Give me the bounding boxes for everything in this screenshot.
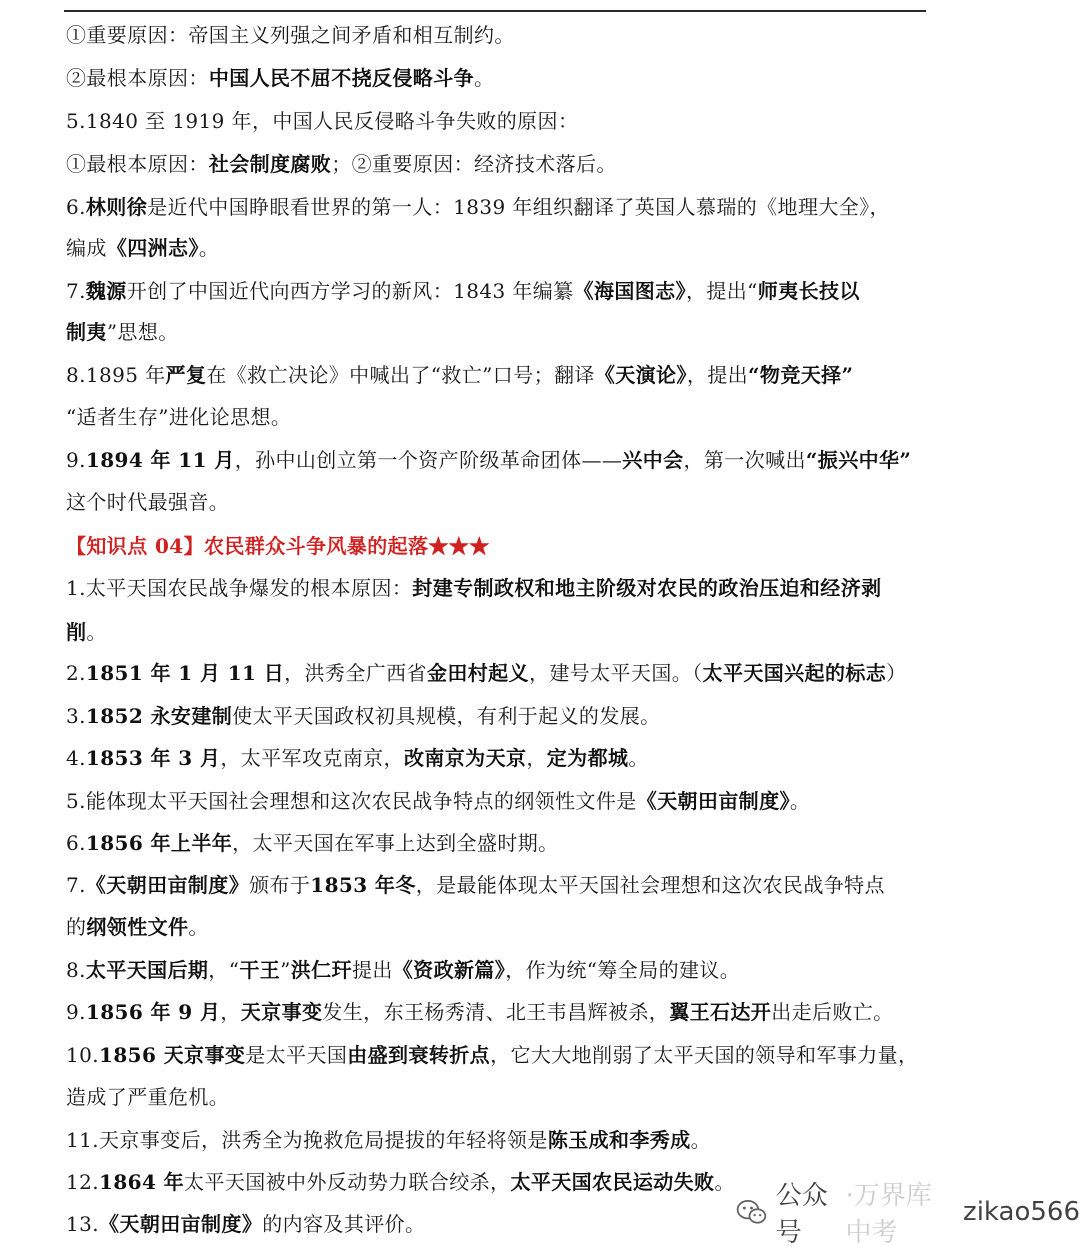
text-run: ，孙中山创立第一个资产阶级革命团体—— bbox=[234, 448, 623, 472]
text-line bbox=[66, 573, 882, 603]
text-run: ） bbox=[886, 661, 907, 685]
bold-key-term: 1856 年上半年 bbox=[85, 831, 233, 855]
text-line bbox=[66, 531, 490, 561]
text-run: 3. bbox=[66, 704, 86, 728]
bold-key-term: 1853 年 3 月 bbox=[85, 746, 221, 770]
text-line bbox=[66, 997, 894, 1027]
text-run: 12. bbox=[66, 1170, 100, 1194]
bold-key-term: 改南京为天京 bbox=[403, 746, 527, 770]
text-run: 这个时代最强音。 bbox=[66, 490, 230, 514]
text-run: ，太平天国在军事上达到全盛时期。 bbox=[232, 831, 559, 855]
text-run: 提出 bbox=[351, 958, 393, 982]
text-run: ②最根本原因： bbox=[66, 66, 209, 90]
text-line bbox=[66, 743, 649, 773]
text-run: 5.能体现太平天国社会理想和这次农民战争特点的纲领性文件是 bbox=[66, 789, 637, 813]
text-run: 是近代中国睁眼看世界的第一人：1839 年组织翻译了英国人慕瑞的《地理大全》， bbox=[147, 195, 890, 219]
text-line bbox=[66, 1167, 735, 1197]
bold-key-term: 《海国图志》 bbox=[573, 279, 686, 303]
text-line bbox=[66, 402, 291, 432]
text-run: ，建号太平天国。（ bbox=[528, 661, 703, 685]
text-line bbox=[66, 870, 885, 900]
text-run: ” bbox=[280, 958, 291, 982]
text-run: ，提出 bbox=[686, 363, 749, 387]
text-run: 出走后败亡。 bbox=[771, 1000, 894, 1024]
bold-key-term: 陈玉成和李秀成 bbox=[547, 1128, 691, 1152]
text-run: ，太平军攻克南京， bbox=[220, 746, 404, 770]
bold-key-term: 《天朝田亩制度》 bbox=[636, 789, 790, 813]
text-run: 。 bbox=[188, 915, 209, 939]
watermark-label: 公众号 bbox=[775, 1181, 828, 1248]
text-line bbox=[66, 317, 179, 347]
bold-key-term: 1852 永安建制 bbox=[85, 704, 233, 728]
text-line bbox=[66, 276, 860, 306]
bold-key-term: 太平天国后期 bbox=[85, 958, 209, 982]
text-run: 8. bbox=[66, 958, 86, 982]
text-run: 7. bbox=[66, 279, 86, 303]
bold-key-term: 翼王石达开 bbox=[669, 1000, 772, 1024]
text-line bbox=[66, 658, 907, 688]
text-run: ；②重要原因：经济技术落后。 bbox=[331, 152, 617, 176]
text-run: ，洪秀全广西省 bbox=[284, 661, 427, 685]
text-run: 造成了严重危机。 bbox=[66, 1085, 230, 1109]
text-line bbox=[66, 360, 853, 390]
text-run: ，“ bbox=[208, 958, 240, 982]
bold-key-term: 《天演论》 bbox=[594, 363, 687, 387]
text-line bbox=[66, 149, 617, 179]
text-run: 太平天国被中外反动势力联合绞杀， bbox=[184, 1170, 511, 1194]
text-run: 颁布于 bbox=[249, 873, 311, 897]
bold-key-term: 太平天国兴起的标志 bbox=[702, 661, 887, 685]
bold-key-term: 林则徐 bbox=[85, 195, 148, 219]
text-run: 2. bbox=[66, 661, 86, 685]
text-line bbox=[66, 786, 810, 816]
text-run: 。 bbox=[628, 746, 649, 770]
bold-key-term: 严复 bbox=[165, 363, 207, 387]
text-line bbox=[66, 1082, 229, 1112]
text-line bbox=[66, 955, 740, 985]
text-line bbox=[66, 445, 911, 475]
text-run: ①最根本原因： bbox=[66, 152, 209, 176]
bold-key-term: “物竞天择” bbox=[748, 363, 854, 387]
text-line bbox=[66, 1125, 711, 1155]
text-line bbox=[66, 828, 559, 858]
text-run: “适者生存”进化论思想。 bbox=[66, 405, 292, 429]
bold-key-term: 干王 bbox=[239, 958, 281, 982]
text-run: 使太平天国政权初具规模，有利于起义的发展。 bbox=[232, 704, 661, 728]
text-run: 在《救亡决论》中喊出了“救亡”口号；翻译 bbox=[206, 363, 595, 387]
wechat-icon bbox=[736, 1195, 768, 1229]
bold-key-term: 社会制度腐败 bbox=[208, 152, 332, 176]
bold-key-term: 1894 年 11 月 bbox=[85, 448, 235, 472]
text-run: 9. bbox=[66, 448, 86, 472]
bold-key-term: 中国人民不屈不挠反侵略斗争 bbox=[208, 66, 475, 90]
text-line bbox=[66, 192, 890, 222]
bold-key-term: 兴中会 bbox=[622, 448, 684, 472]
text-run: 8.1895 年 bbox=[66, 363, 166, 387]
text-line bbox=[66, 617, 107, 647]
text-line bbox=[66, 701, 661, 731]
text-run: 11.天京事变后，洪秀全为挽救危局提拔的年轻将领是 bbox=[66, 1128, 548, 1152]
bold-key-term: 由盛到衰转折点 bbox=[347, 1043, 491, 1067]
bold-key-term: 师夷长技以 bbox=[757, 279, 860, 303]
text-run: 。 bbox=[690, 1128, 712, 1152]
top-rule bbox=[64, 10, 926, 12]
text-run: 9. bbox=[66, 1000, 86, 1024]
watermark bbox=[736, 1181, 1080, 1248]
text-line bbox=[66, 63, 494, 93]
text-run: 的 bbox=[66, 915, 87, 939]
text-run: 6. bbox=[66, 195, 86, 219]
text-run: 。 bbox=[86, 620, 107, 644]
text-run: 。 bbox=[714, 1170, 735, 1194]
bold-key-term: 制夷 bbox=[66, 320, 107, 344]
text-line bbox=[66, 20, 515, 50]
bold-key-term: 《资政新篇》 bbox=[392, 958, 506, 982]
bold-key-term: 《四洲志》 bbox=[106, 236, 199, 260]
text-run: 。 bbox=[789, 789, 811, 813]
text-line bbox=[66, 106, 578, 136]
text-run: 的内容及其评价。 bbox=[262, 1212, 426, 1236]
bold-key-term: 《天朝田亩制度》 bbox=[99, 1212, 263, 1236]
watermark-account: zikao566 bbox=[963, 1197, 1080, 1227]
bold-key-term: 洪仁玕 bbox=[290, 958, 352, 982]
text-run: ”思想。 bbox=[106, 320, 179, 344]
bold-key-term: 金田村起义 bbox=[426, 661, 529, 685]
text-run: 。 bbox=[474, 66, 495, 90]
text-line bbox=[66, 1040, 918, 1070]
text-run: 5.1840 至 1919 年，中国人民反侵略斗争失败的原因： bbox=[66, 109, 579, 133]
bold-key-term: 削 bbox=[66, 620, 87, 644]
text-run: 开创了中国近代向西方学习的新风：1843 年编纂 bbox=[126, 279, 574, 303]
text-line bbox=[66, 487, 229, 517]
text-line bbox=[66, 912, 209, 942]
bold-key-term: 1856 年 9 月 bbox=[85, 1000, 221, 1024]
bold-key-term: 1851 年 1 月 11 日 bbox=[85, 661, 285, 685]
bold-key-term: 1864 年 bbox=[99, 1170, 185, 1194]
bold-key-term: 定为都城 bbox=[546, 746, 629, 770]
text-run: 13. bbox=[66, 1212, 100, 1236]
text-run: ①重要原因：帝国主义列强之间矛盾和相互制约。 bbox=[66, 23, 515, 47]
bold-key-term: 1853 年冬 bbox=[310, 873, 416, 897]
text-run: 是太平天国 bbox=[245, 1043, 348, 1067]
text-run: 6. bbox=[66, 831, 86, 855]
text-run: 编成 bbox=[66, 236, 107, 260]
text-line bbox=[66, 1209, 425, 1239]
bold-key-term: 封建专制政权和地主阶级对农民的政治压迫和经济剥 bbox=[412, 576, 882, 600]
section-heading: 【知识点 04】农民群众斗争风暴的起落★★★ bbox=[66, 534, 490, 558]
text-run: 。 bbox=[198, 236, 220, 260]
bold-key-term: 天京事变 bbox=[240, 1000, 323, 1024]
text-run: ，第一次喊出 bbox=[683, 448, 806, 472]
text-run: 4. bbox=[66, 746, 86, 770]
bold-key-term: 1856 天京事变 bbox=[99, 1043, 246, 1067]
text-run: ，是最能体现太平天国社会理想和这次农民战争特点 bbox=[415, 873, 885, 897]
bold-key-term: 《天朝田亩制度》 bbox=[85, 873, 250, 897]
text-run: 发生，东王杨秀清、北王韦昌辉被杀， bbox=[322, 1000, 670, 1024]
text-run: ， bbox=[220, 1000, 241, 1024]
text-run: ， bbox=[526, 746, 547, 770]
text-run: 10. bbox=[66, 1043, 100, 1067]
text-line bbox=[66, 233, 219, 263]
bold-key-term: 太平天国农民运动失败 bbox=[510, 1170, 715, 1194]
text-run: ，作为统“筹全局的建议。 bbox=[505, 958, 741, 982]
text-run: 1.太平天国农民战争爆发的根本原因： bbox=[66, 576, 413, 600]
bold-key-term: “振兴中华” bbox=[805, 448, 912, 472]
bold-key-term: 纲领性文件 bbox=[86, 915, 189, 939]
bold-key-term: 魏源 bbox=[85, 279, 127, 303]
text-run: 7. bbox=[66, 873, 86, 897]
watermark-faded-text: ·万界库中考 bbox=[845, 1181, 932, 1248]
text-run: ，提出“ bbox=[685, 279, 758, 303]
text-run: ，它大大地削弱了太平天国的领导和军事力量， bbox=[490, 1043, 919, 1067]
